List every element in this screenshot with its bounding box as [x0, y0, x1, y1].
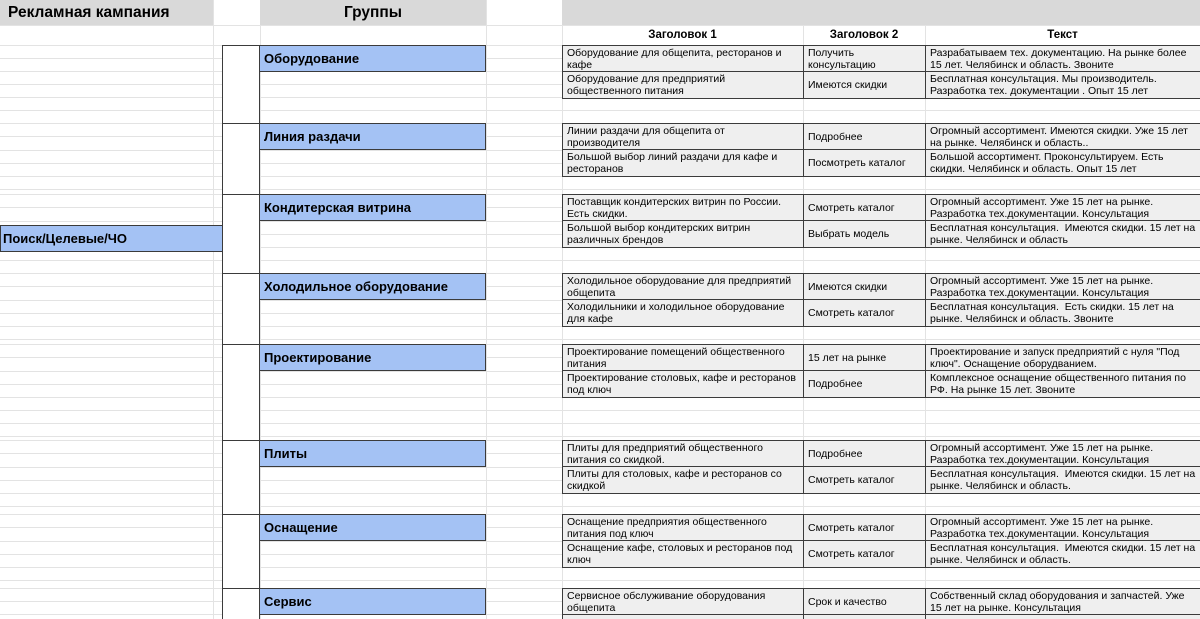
gridline-h — [0, 580, 1200, 581]
ad-cell-headline2[interactable]: Имеются скидки — [803, 273, 926, 300]
ad-cell-headline2[interactable]: Смотреть каталог — [803, 540, 926, 568]
ad-cell-headline1[interactable]: Проектирование помещений общественного питания — [562, 344, 804, 371]
group-connector — [222, 440, 260, 441]
ad-cell-text[interactable]: Бесплатная консультация. Имеются скидки. 15 лет на рынке. Челябинск и область — [925, 220, 1200, 248]
ad-cell-headline2[interactable]: Подробнее — [803, 440, 926, 467]
gridline-h — [0, 423, 1200, 424]
group-label-cell[interactable]: Кондитерская витрина — [259, 194, 486, 221]
ad-cell-text[interactable]: Собственный склад оборудования и запчастей. Уже 15 лет на рынке. Консультация — [925, 588, 1200, 615]
group-label-cell[interactable]: Проектирование — [259, 344, 486, 371]
gridline-h — [0, 110, 1200, 111]
ad-cell-text[interactable]: Большой ассортимент. Проконсультируем. Есть скидки. Челябинск и область. Опыт 15 лет — [925, 149, 1200, 177]
tree-spine — [222, 45, 260, 619]
ad-cell-headline1[interactable]: Плиты для предприятий общественного питания со скидкой. — [562, 440, 804, 467]
ad-cell-headline1[interactable]: Большой выбор линий раздачи для кафе и ресторанов — [562, 149, 804, 177]
group-connector — [222, 273, 260, 274]
group-label-cell[interactable]: Оснащение — [259, 514, 486, 541]
ad-cell-headline2[interactable]: 15 лет на рынке — [803, 344, 926, 371]
group-connector — [222, 123, 260, 124]
ad-cell-text[interactable]: Огромный ассортимент. Уже 15 лет на рынке. Разработка тех.документации. Консультация — [925, 194, 1200, 221]
gridline-h — [0, 436, 1200, 437]
ad-cell-headline1[interactable]: Оснащение кафе, столовых и ресторанов под ключ — [562, 540, 804, 568]
ad-cell-headline1[interactable]: Сервисное обслуживание оборудования общепита — [562, 588, 804, 615]
ad-cell-headline1[interactable]: Холодильники и холодильное оборудование для кафе — [562, 299, 804, 327]
ad-cell-headline2[interactable]: Смотреть каталог — [803, 194, 926, 221]
ad-cell-headline1[interactable]: Оборудование для предприятий общественного питания — [562, 71, 804, 99]
ad-cell-headline1[interactable]: Плиты для столовых, кафе и ресторанов со скидкой — [562, 466, 804, 494]
groups-header-cell[interactable]: Группы — [260, 0, 486, 25]
group-label-cell[interactable]: Холодильное оборудование — [259, 273, 486, 300]
ad-cell-headline2[interactable]: Посмотреть каталог — [803, 149, 926, 177]
ad-cell-headline1[interactable]: Оборудование для общепита, ресторанов и кафе — [562, 45, 804, 72]
ad-cell-text[interactable]: Огромный ассортимент. Уже 15 лет на рынке. Разработка тех.документации. Консультация — [925, 514, 1200, 541]
ad-cell-headline1[interactable]: Оснащение предприятия общественного питания под ключ — [562, 514, 804, 541]
group-connector — [222, 45, 260, 46]
ad-cell-text[interactable]: Комплексное оснащение общественного питания по РФ. На рынке 15 лет. Звоните — [925, 370, 1200, 398]
ad-cell-headline1[interactable]: Холодильное оборудование для предприятий общепита — [562, 273, 804, 300]
ad-cell-headline2[interactable]: Имеются скидки — [803, 71, 926, 99]
group-label-cell[interactable]: Плиты — [259, 440, 486, 467]
gridline-h — [0, 506, 1200, 507]
ad-cell-text[interactable]: Бесплатная консультация. Есть скидки. 15 лет на рынке. Челябинск и область. Звоните — [925, 299, 1200, 327]
ad-cell-headline2[interactable]: Подробнее — [803, 370, 926, 398]
partial-row-cell[interactable] — [803, 614, 926, 619]
column-header-text[interactable]: Текст — [1047, 29, 1078, 41]
gridline-h — [0, 339, 1200, 340]
ad-cell-headline2[interactable]: Срок и качество — [803, 588, 926, 615]
partial-row-cell[interactable] — [925, 614, 1200, 619]
ad-cell-text[interactable]: Огромный ассортимент. Уже 15 лет на рынке. Разработка тех.документации. Консультация — [925, 440, 1200, 467]
ad-cell-text[interactable]: Огромный ассортимент. Имеются скидки. Уже 15 лет на рынке. Челябинск и область.. — [925, 123, 1200, 150]
group-label-cell[interactable]: Линия раздачи — [259, 123, 486, 150]
campaign-name-cell[interactable]: Поиск/Целевые/ЧО — [0, 225, 223, 252]
group-connector — [222, 514, 260, 515]
gridline-h — [0, 260, 1200, 261]
ad-cell-text[interactable]: Огромный ассортимент. Уже 15 лет на рынке. Разработка тех.документации. Консультация — [925, 273, 1200, 300]
ad-cell-text[interactable]: Бесплатная консультация. Имеются скидки. 15 лет на рынке. Челябинск и область. — [925, 540, 1200, 568]
gridline-h — [0, 410, 1200, 411]
gridline-h — [0, 189, 1200, 190]
group-connector — [222, 194, 260, 195]
ad-cell-headline1[interactable]: Проектирование столовых, кафе и ресторанов под ключ — [562, 370, 804, 398]
column-header-headline2[interactable]: Заголовок 2 — [829, 29, 899, 41]
ad-cell-headline2[interactable]: Получить консультацию — [803, 45, 926, 72]
ad-cell-headline2[interactable]: Подробнее — [803, 123, 926, 150]
gridline-v — [486, 0, 487, 619]
campaign-title-cell[interactable]: Рекламная кампания — [0, 0, 213, 25]
group-label-cell[interactable]: Сервис — [259, 588, 486, 615]
ad-cell-headline2[interactable]: Смотреть каталог — [803, 299, 926, 327]
ad-cell-headline2[interactable]: Смотреть каталог — [803, 514, 926, 541]
group-connector — [222, 344, 260, 345]
ad-cell-headline1[interactable]: Поставщик кондитерских витрин по России. Есть скидки. — [562, 194, 804, 221]
column-header-headline1[interactable]: Заголовок 1 — [648, 29, 717, 41]
ad-cell-text[interactable]: Бесплатная консультация. Имеются скидки. 15 лет на рынке. Челябинск и область. — [925, 466, 1200, 494]
group-label-cell[interactable]: Оборудование — [259, 45, 486, 72]
partial-row-cell[interactable] — [562, 614, 804, 619]
group-connector — [222, 588, 260, 589]
ad-cell-headline2[interactable]: Смотреть каталог — [803, 466, 926, 494]
ad-cell-text[interactable]: Бесплатная консультация. Мы производитель. Разработка тех. документации . Опыт 15 лет — [925, 71, 1200, 99]
ad-cell-text[interactable]: Разрабатываем тех. документацию. На рынке более 15 лет. Челябинск и область. Звоните — [925, 45, 1200, 72]
ad-cell-headline1[interactable]: Линии раздачи для общепита от производителя — [562, 123, 804, 150]
gridline-v — [213, 0, 214, 619]
header-band[interactable] — [562, 0, 1200, 25]
ad-cell-headline1[interactable]: Большой выбор кондитерских витрин различных брендов — [562, 220, 804, 248]
ad-cell-text[interactable]: Проектирование и запуск предприятий с нуля "Под ключ". Оснащение оборудванием. — [925, 344, 1200, 371]
ad-cell-headline2[interactable]: Выбрать модель — [803, 220, 926, 248]
